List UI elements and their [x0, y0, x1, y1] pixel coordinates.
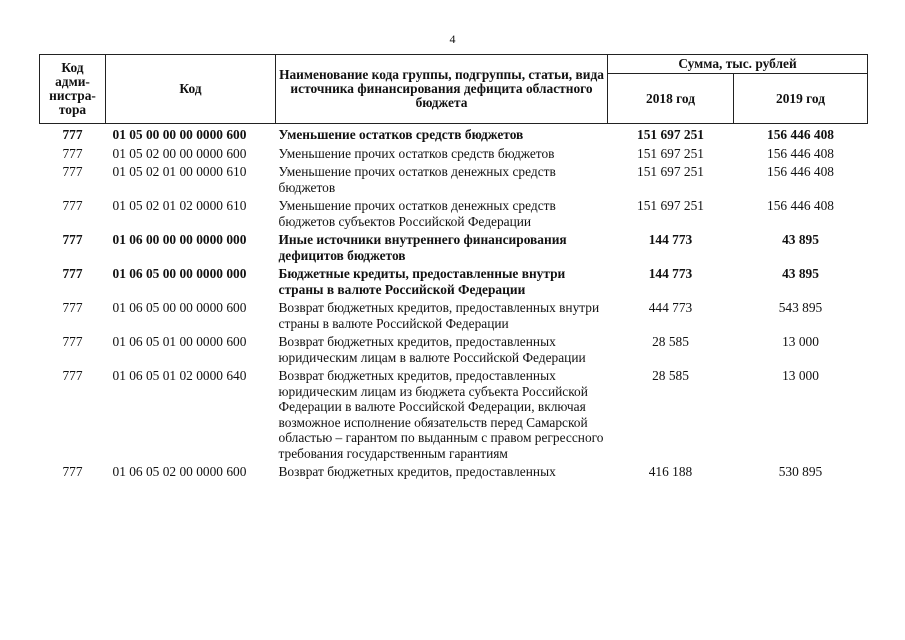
table-row — [40, 232, 868, 266]
cell-code: 01 06 05 01 02 0000 640 — [112, 368, 247, 383]
cell-code: 01 06 05 02 00 0000 600 — [112, 464, 247, 479]
cell-sum-2018: 151 697 251 — [637, 127, 704, 142]
budget-sources-table — [39, 54, 868, 483]
table-row — [40, 124, 868, 146]
cell-sum-2019: 156 446 408 — [767, 145, 834, 161]
cell-sum-2019: 530 895 — [778, 464, 823, 479]
cell-code: 01 06 05 00 00 0000 600 — [112, 300, 247, 315]
cell-name: Уменьшение остатков средств бюджетов — [278, 127, 524, 142]
page-number: 4 — [449, 32, 456, 46]
cell-admin-code: 777 — [62, 334, 83, 349]
cell-sum-2018: 28 585 — [652, 368, 689, 383]
cell-sum-2018: 151 697 251 — [637, 164, 704, 179]
table-row — [40, 464, 868, 483]
cell-sum-2019: 13 000 — [782, 368, 819, 383]
table-row — [40, 198, 868, 232]
cell-admin-code: 777 — [62, 300, 83, 315]
cell-name: Возврат бюджетных кредитов, предоставленных юридическим лицам в валюте Российской Федерации — [278, 334, 586, 365]
cell-admin-code: 777 — [62, 127, 83, 142]
cell-name: Иные источники внутреннего финансирования дефицитов бюджетов — [278, 232, 567, 263]
cell-sum-2018: 151 697 251 — [637, 198, 704, 213]
cell-admin-code: 777 — [62, 198, 83, 213]
cell-name: Возврат бюджетных кредитов, предоставленных внутри страны в валюте Российской Федерации — [278, 300, 600, 331]
cell-name: Возврат бюджетных кредитов, предоставленных юридическим лицам из бюджета субъекта Российской Федерации в валюте Российской Федерации, включая возможное исполнение обязательств перед Самарской областью – гарантом по выданным с правом регрессного требования государственным гарантиям — [278, 368, 604, 461]
cell-name: Бюджетные кредиты, предоставленные внутри страны в валюте Российской Федерации — [278, 266, 566, 297]
cell-sum-2019: 43 895 — [782, 266, 819, 281]
header-sum: Сумма, тыс. рублей — [608, 55, 868, 74]
cell-code: 01 06 05 00 00 0000 000 — [112, 266, 247, 281]
cell-admin-code: 777 — [62, 266, 83, 281]
table-row — [40, 146, 868, 165]
header-name: Наименование кода группы, подгруппы, статьи, вида источника финансирования дефицита областного бюджета — [276, 55, 608, 124]
cell-admin-code: 777 — [62, 464, 83, 479]
cell-sum-2019: 156 446 408 — [767, 127, 834, 142]
cell-code: 01 05 02 01 00 0000 610 — [112, 164, 247, 179]
cell-code: 01 05 00 00 00 0000 600 — [112, 127, 247, 142]
cell-sum-2018: 151 697 251 — [637, 145, 704, 161]
cell-name: Возврат бюджетных кредитов, предоставленных — [278, 464, 556, 479]
cell-code: 01 05 02 01 02 0000 610 — [112, 198, 247, 213]
table-row — [40, 164, 868, 198]
cell-code: 01 06 00 00 00 0000 000 — [112, 232, 247, 247]
cell-name: Уменьшение прочих остатков средств бюджетов — [278, 145, 555, 161]
table-header — [40, 55, 868, 124]
cell-admin-code: 777 — [62, 164, 83, 179]
cell-admin-code: 777 — [62, 232, 83, 247]
table-row — [40, 266, 868, 300]
cell-sum-2018: 144 773 — [648, 266, 693, 281]
cell-code: 01 06 05 01 00 0000 600 — [112, 334, 247, 349]
table-row — [40, 300, 868, 334]
header-admin-code: Код адми-нистра-тора — [40, 55, 106, 124]
cell-sum-2018: 28 585 — [652, 334, 689, 349]
cell-sum-2019: 156 446 408 — [767, 198, 834, 213]
cell-sum-2018: 444 773 — [648, 300, 693, 315]
cell-name: Уменьшение прочих остатков денежных средств бюджетов субъектов Российской Федерации — [278, 198, 556, 229]
header-year-2019: 2019 год — [734, 74, 868, 124]
cell-admin-code: 777 — [62, 368, 83, 383]
table-row — [40, 368, 868, 464]
cell-sum-2019: 543 895 — [778, 300, 823, 315]
cell-admin-code: 777 — [62, 145, 83, 161]
cell-sum-2018: 416 188 — [648, 464, 693, 479]
cell-sum-2019: 43 895 — [782, 232, 819, 247]
cell-code: 01 05 02 00 00 0000 600 — [112, 145, 247, 161]
table-body — [40, 124, 868, 483]
cell-sum-2018: 144 773 — [648, 232, 693, 247]
cell-name: Уменьшение прочих остатков денежных средств бюджетов — [278, 164, 556, 195]
header-year-2018: 2018 год — [608, 74, 734, 124]
header-code: Код — [106, 55, 276, 124]
cell-sum-2019: 13 000 — [782, 334, 819, 349]
cell-sum-2019: 156 446 408 — [767, 164, 834, 179]
table-row — [40, 334, 868, 368]
